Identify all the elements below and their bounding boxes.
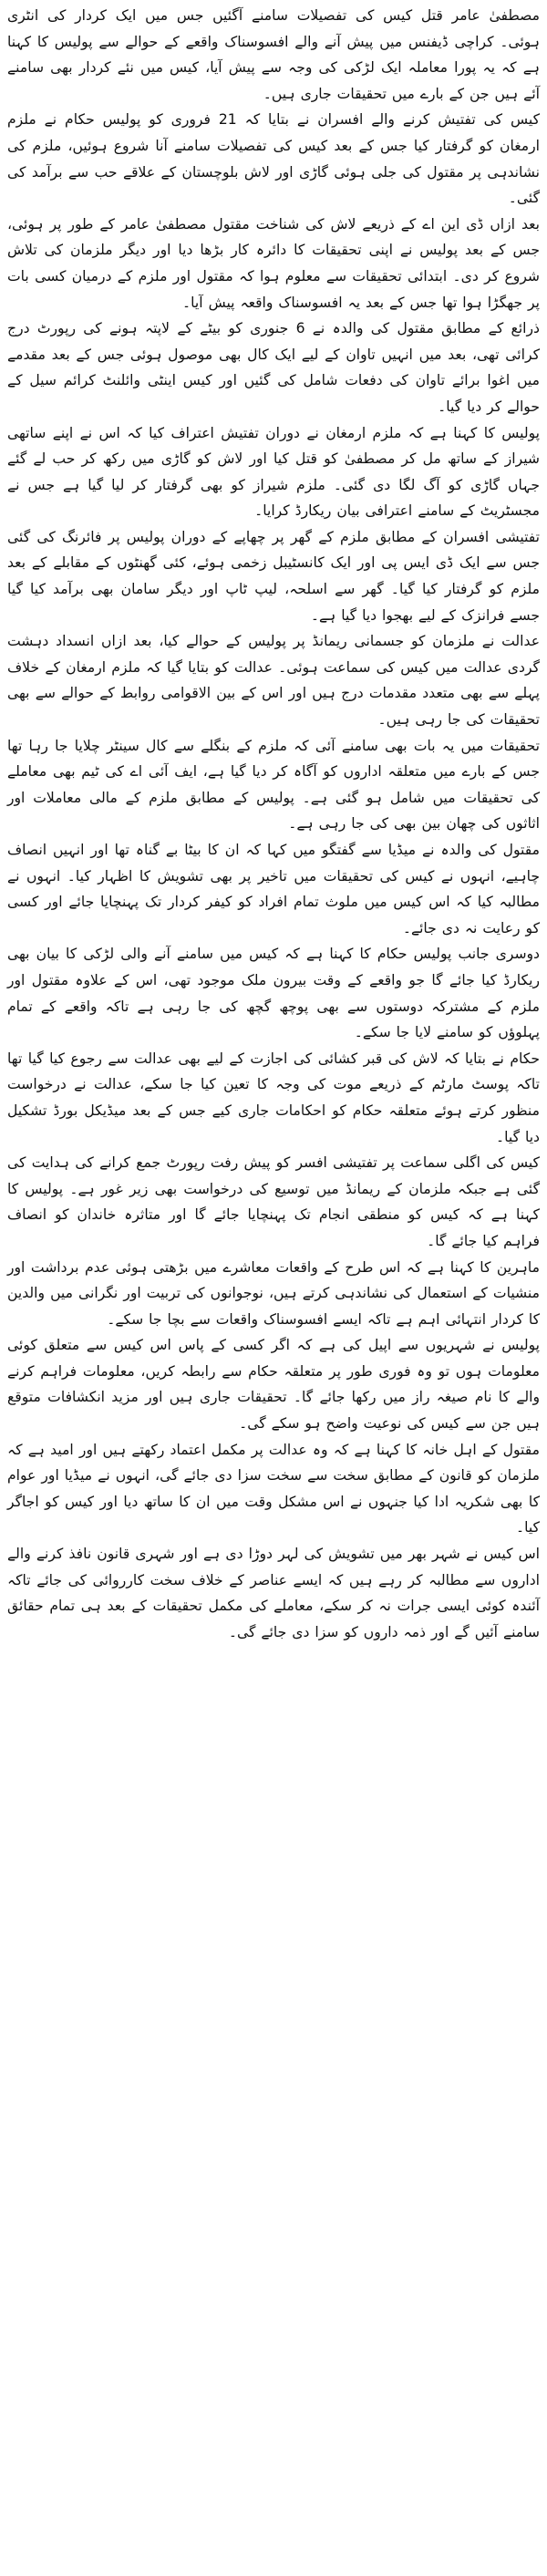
article-paragraph-5: پولیس کا کہنا ہے کہ ملزم ارمغان نے دوران تفتیش اعتراف کیا کہ اس نے اپنے ساتھی شیراز کے ساتھ مل کر مصطفیٰ کو قتل کیا اور لاش کو گاڑی میں رکھ کر حب لے گئے جہاں گاڑی کو آگ لگا دی گئی۔ ملزم شیراز کو بھی گرفتار کر لیا گیا ہے جس نے مجسٹریٹ کے سامنے اعترافی بیان ریکارڈ کرایا۔ [7, 424, 540, 520]
article-paragraph-16: اس کیس نے شہر بھر میں تشویش کی لہر دوڑا دی ہے اور شہری قانون نافذ کرنے والے اداروں سے مطالبہ کر رہے ہیں کہ ایسے عناصر کے خلاف سخت کارروائی کی جائے تاکہ آئندہ کوئی ایسی جرات نہ کر سکے، معاملے کی مکمل تحقیقات کے بعد ہی تمام حقائق سامنے آئیں گے اور ذمہ داروں کو سزا دی جائے گی۔ [7, 1546, 540, 1640]
article-paragraph-12: کیس کی اگلی سماعت پر تفتیشی افسر کو پیش رفت رپورٹ جمع کرانے کی ہدایت کی گئی ہے جبکہ ملزمان کے ریمانڈ میں توسیع کی درخواست بھی زیر غور ہے۔ پولیس کا کہنا ہے کہ کیس کو منطقی انجام تک پہنچایا جائے گا اور متاثرہ خاندان کو انصاف فراہم کیا جائے گا۔ [7, 1154, 540, 1249]
article-paragraph-2: کیس کی تفتیش کرنے والے افسران نے بتایا کہ 21 فروری کو پولیس حکام نے ملزم ارمغان کو گرفتار کیا جس کے بعد کیس کی تفصیلات سامنے آنا شروع ہوئیں، ملزم کی نشاندہی پر مقتول کی جلی ہوئی گاڑی اور لاش بلوچستان کے علاقے حب سے برآمد کی گئی۔ [7, 111, 540, 207]
article-paragraph-13: ماہرین کا کہنا ہے کہ اس طرح کے واقعات معاشرے میں بڑھتی ہوئی عدم برداشت اور منشیات کے استعمال کی نشاندہی کرتے ہیں، نوجوانوں کی تربیت اور نگرانی میں والدین کا کردار انتہائی اہم ہے تاکہ ایسے افسوسناک واقعات سے بچا جا سکے۔ [7, 1258, 540, 1328]
article-paragraph-6: تفتیشی افسران کے مطابق ملزم کے گھر پر چھاپے کے دوران پولیس پر فائرنگ کی گئی جس سے ایک ڈی ایس پی اور ایک کانسٹیبل زخمی ہوئے، کئی گھنٹوں کے مقابلے کے بعد ملزم کو گرفتار کیا گیا۔ گھر سے اسلحہ، لیپ ٹاپ اور دیگر سامان بھی برآمد کیا گیا جسے فرانزک کے لیے بھجوا دیا گیا ہے۔ [7, 528, 540, 624]
article-paragraph-3: بعد ازاں ڈی این اے کے ذریعے لاش کی شناخت مقتول مصطفیٰ عامر کے طور پر ہوئی، جس کے بعد پولیس نے اپنی تحقیقات کا دائرہ کار بڑھا دیا اور دیگر ملزمان کی تلاش شروع کر دی۔ ابتدائی تحقیقات سے معلوم ہوا کہ مقتول اور ملزم کے درمیان کسی بات پر جھگڑا ہوا تھا جس کے بعد یہ افسوسناک واقعہ پیش آیا۔ [7, 215, 540, 311]
article-paragraph-14: پولیس نے شہریوں سے اپیل کی ہے کہ اگر کسی کے پاس اس کیس سے متعلق کوئی معلومات ہوں تو وہ فوری طور پر متعلقہ حکام سے رابطہ کریں، معلومات فراہم کرنے والے کا نام صیغہ راز میں رکھا جائے گا۔ تحقیقات جاری ہیں اور مزید انکشافات متوقع ہیں جن سے کیس کی نوعیت واضح ہو سکے گی۔ [7, 1337, 540, 1433]
article-paragraph-10: دوسری جانب پولیس حکام کا کہنا ہے کہ کیس میں سامنے آنے والی لڑکی کا بیان بھی ریکارڈ کیا جائے گا جو واقعے کے وقت بیرون ملک موجود تھی، اس کے علاوہ مقتول اور ملزم کے مشترکہ دوستوں سے بھی پوچھ گچھ کی جا رہی ہے تاکہ واقعے کے تمام پہلوؤں کو سامنے لایا جا سکے۔ [7, 946, 540, 1041]
article-paragraph-15: مقتول کے اہل خانہ کا کہنا ہے کہ وہ عدالت پر مکمل اعتماد رکھتے ہیں اور امید ہے کہ ملزمان کو قانون کے مطابق سخت سے سخت سزا دی جائے گی، انہوں نے میڈیا اور عوام کا بھی شکریہ ادا کیا جنہوں نے اس مشکل وقت میں ان کا ساتھ دیا اور کیس کو اجاگر کیا۔ [7, 1441, 540, 1536]
article-paragraph-8: تحقیقات میں یہ بات بھی سامنے آئی کہ ملزم کے بنگلے سے کال سینٹر چلایا جا رہا تھا جس کے بارے میں متعلقہ اداروں کو آگاہ کر دیا گیا ہے، ایف آئی اے کی ٹیم بھی معاملے کی تحقیقات میں شامل ہو گئی ہے۔ پولیس کے مطابق ملزم کے مالی معاملات اور اثاثوں کی چھان بین بھی کی جا رہی ہے۔ [7, 737, 540, 833]
article-paragraph-1: مصطفیٰ عامر قتل کیس کی تفصیلات سامنے آگئیں جس میں ایک کردار کی انٹری ہوئی۔ کراچی ڈیفنس میں پیش آنے والے افسوسناک واقعے کے حوالے سے پولیس کا کہنا ہے کہ یہ پورا معاملہ ایک لڑکی کی وجہ سے پیش آیا، کیس میں نئے کردار بھی سامنے آئے ہیں جن کے بارے میں تحقیقات جاری ہیں۔ [7, 7, 540, 102]
article-paragraph-11: حکام نے بتایا کہ لاش کی قبر کشائی کی اجازت کے لیے بھی عدالت سے رجوع کیا گیا تھا تاکہ پوسٹ مارٹم کے ذریعے موت کی وجہ کا تعین کیا جا سکے، عدالت نے درخواست منظور کرتے ہوئے متعلقہ حکام کو احکامات جاری کیے جس کے بعد میڈیکل بورڈ تشکیل دیا گیا۔ [7, 1050, 540, 1145]
article-paragraph-7: عدالت نے ملزمان کو جسمانی ریمانڈ پر پولیس کے حوالے کیا، بعد ازاں انسداد دہشت گردی عدالت میں کیس کی سماعت ہوئی۔ عدالت کو بتایا گیا کہ ملزم ارمغان کے خلاف پہلے سے بھی متعدد مقدمات درج ہیں اور اس کے بین الاقوامی روابط کے حوالے سے بھی تحقیقات کی جا رہی ہیں۔ [7, 633, 540, 729]
article-body [7, 3, 540, 1645]
article-paragraph-4: ذرائع کے مطابق مقتول کی والدہ نے 6 جنوری کو بیٹے کے لاپتہ ہونے کی رپورٹ درج کرائی تھی، بعد میں انہیں تاوان کے لیے ایک کال بھی موصول ہوئی جس کے بعد مقدمے میں اغوا برائے تاوان کی دفعات شامل کی گئیں اور کیس اینٹی وائلنٹ کرائم سیل کے حوالے کر دیا گیا۔ [7, 320, 541, 415]
article-paragraph-9: مقتول کی والدہ نے میڈیا سے گفتگو میں کہا کہ ان کا بیٹا بے گناہ تھا اور انہیں انصاف چاہیے، انہوں نے کیس کی تحقیقات میں تاخیر پر بھی تشویش کا اظہار کیا۔ انہوں نے مطالبہ کیا کہ اس کیس میں ملوث تمام افراد کو کیفر کردار تک پہنچایا جائے اور کسی کو رعایت نہ دی جائے۔ [7, 842, 540, 936]
